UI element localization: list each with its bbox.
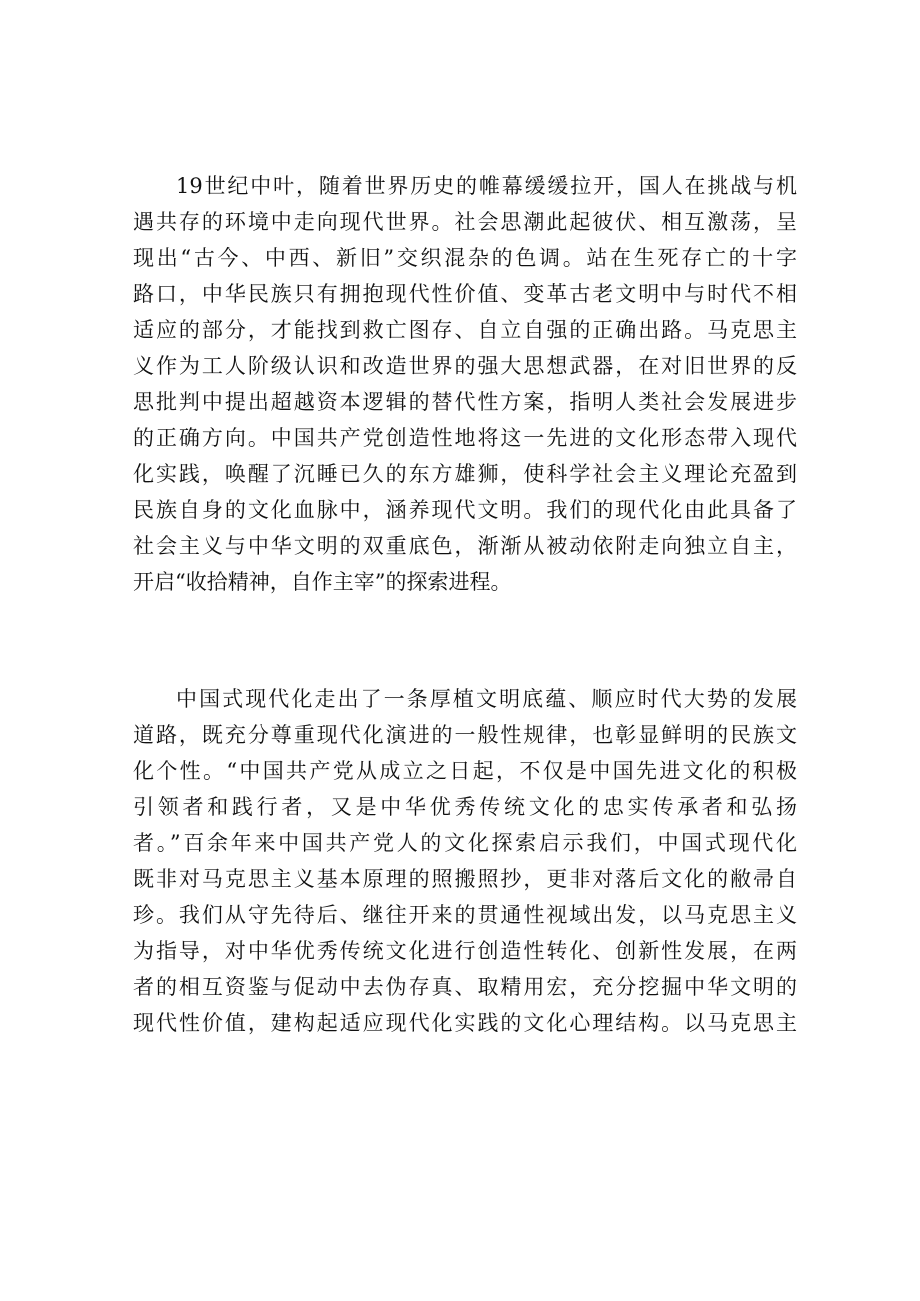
paragraph-line: 开启“收拾精神，自作主宰”的探索进程。 [133, 570, 512, 594]
paragraph-line: 化个性。“中国共产党从成立之日起，不仅是中国先进文化的积极 [133, 759, 797, 783]
paragraph-line: 现出“古今、中西、新旧”交织混杂的色调。站在生死存亡的十字 [133, 246, 797, 270]
paragraph-line: 为指导，对中华优秀传统文化进行创造性转化、创新性发展，在两 [133, 939, 797, 963]
paragraph-line: 路口，中华民族只有拥抱现代性价值、变革古老文明中与时代不相 [133, 282, 797, 306]
paragraph-line: 现代性价值，建构起适应现代化实践的文化心理结构。以马克思主 [133, 1011, 797, 1035]
paragraph-line: 19世纪中叶，随着世界历史的帷幕缓缓拉开，国人在挑战与机 [176, 174, 797, 198]
paragraph-line: 者的相互资鉴与促动中去伪存真、取精用宏，充分挖掘中华文明的 [133, 975, 797, 999]
paragraph-1 [133, 168, 797, 600]
paragraph-line: 引领者和践行者，又是中华优秀传统文化的忠实传承者和弘扬 [133, 795, 797, 819]
paragraph-line: 义作为工人阶级认识和改造世界的强大思想武器，在对旧世界的反 [133, 354, 797, 378]
paragraph-2 [133, 681, 797, 1041]
paragraph-line: 中国式现代化走出了一条厚植文明底蕴、顺应时代大势的发展 [176, 687, 797, 711]
paragraph-line: 适应的部分，才能找到救亡图存、自立自强的正确出路。马克思主 [133, 318, 797, 342]
paragraph-line: 珍。我们从守先待后、继往开来的贯通性视域出发，以马克思主义 [133, 903, 797, 927]
paragraph-line: 遇共存的环境中走向现代世界。社会思潮此起彼伏、相互激荡，呈 [133, 210, 797, 234]
paragraph-line: 既非对马克思主义基本原理的照搬照抄，更非对落后文化的敝帚自 [133, 867, 797, 891]
paragraph-line: 社会主义与中华文明的双重底色，渐渐从被动依附走向独立自主， [133, 534, 797, 558]
paragraph-line: 民族自身的文化血脉中，涵养现代文明。我们的现代化由此具备了 [133, 498, 797, 522]
paragraph-line: 者。”百余年来中国共产党人的文化探索启示我们，中国式现代化 [133, 831, 797, 855]
paragraph-line: 化实践，唤醒了沉睡已久的东方雄狮，使科学社会主义理论充盈到 [133, 462, 797, 486]
paragraph-line: 的正确方向。中国共产党创造性地将这一先进的文化形态带入现代 [133, 426, 797, 450]
paragraph-line: 思批判中提出超越资本逻辑的替代性方案，指明人类社会发展进步 [133, 390, 797, 414]
paragraph-line: 道路，既充分尊重现代化演进的一般性规律，也彰显鲜明的民族文 [133, 723, 797, 747]
